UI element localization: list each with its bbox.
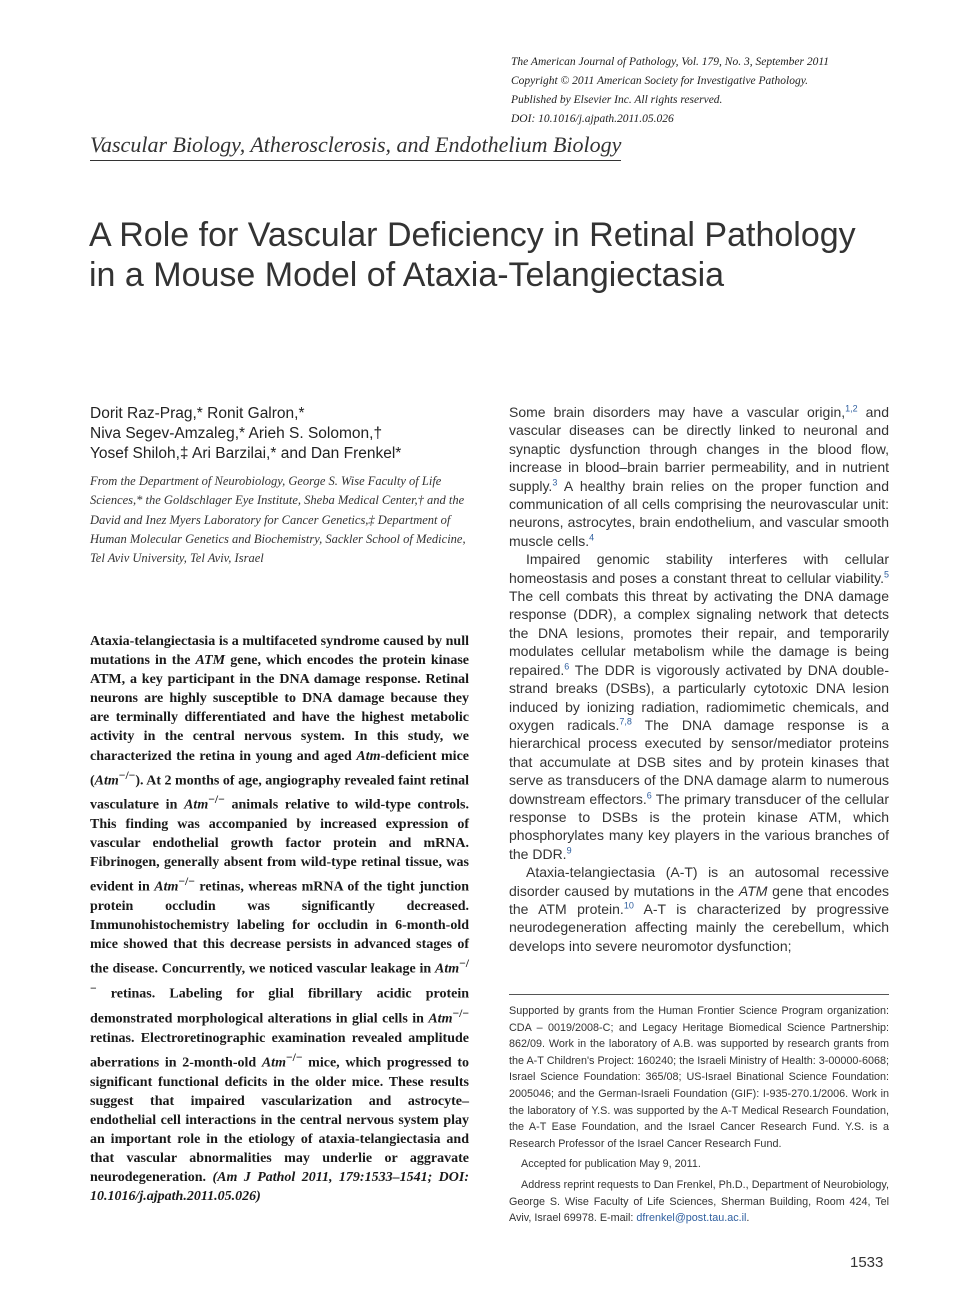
genotype-superscript: −/− (285, 1050, 303, 1064)
abstract (90, 632, 469, 1206)
reference-link[interactable]: 3 (552, 476, 558, 487)
reference-link[interactable]: 6 (646, 789, 652, 800)
page-number: 1533 (850, 1254, 884, 1271)
reprint-text: Address reprint requests to Dan Frenkel, Ph.D., Department of Neurobiology, George S. Wise Faculty of Life Sciences, Sherman Building, Room 424, Tel Aviv, Israel 69978. E-mail: (509, 1178, 889, 1225)
genotype-superscript: −/− (208, 793, 225, 807)
genotype-superscript: −/− (90, 957, 469, 996)
body-paragraph-1 (509, 403, 889, 550)
gene-name: ATM (738, 882, 768, 899)
reprint-note (509, 1177, 889, 1227)
reference-link[interactable]: 9 (566, 845, 572, 856)
abstract-text: -deficient mice ( (90, 748, 469, 789)
footnote-divider (509, 994, 889, 995)
abstract-text: mice, which progressed to significant functional deficits in the older mice. These results suggest that impaired vascularization and astrocyte–endothelial cell interactions in the central nervous system play an important role in the etiology of ataxia-telangiectasia and that vascular abnormalities may underlie or aggravate neurodegeneration. (90, 1055, 469, 1186)
abstract-text: retinas, whereas mRNA of the tight junction protein occludin was significantly decreased. Immunohistochemistry labeling for occludin in 6-month-old mice showed that this decrease persists in advanced stages of the disease. Concurrently, we noticed vascular leakage in (90, 880, 469, 978)
genotype-superscript: −/− (452, 1006, 469, 1020)
body-text-run: The DNA damage response is a hierarchical process executed by sensor/mediator proteins that accumulate at DSB sites and by protein kinases that serve as transducers of the DNA damage alarm to numerous downstream effectors. (509, 716, 889, 807)
reference-link[interactable]: 5 (883, 569, 889, 579)
gene-name: Atm (428, 1011, 453, 1027)
footnotes (509, 1003, 889, 1231)
publisher-line: Published by Elsevier Inc. All rights reserved. (511, 94, 723, 106)
body-text-run: Ataxia-telangiectasia (A-T) is an autosomal recessive disorder caused by mutations in the (509, 864, 889, 899)
abstract-text: Ataxia-telangiectasia is a multifaceted syndrome caused by null mutations in the (90, 634, 469, 669)
body-text-run: The cell combats this threat by activating the DNA damage response (DDR), a complex signaling network that detects the DNA lesions, promotes their repair, and temporarily modulates cellular metabolism while the damage is being repaired. (509, 588, 889, 678)
reference-link[interactable]: 10 (623, 900, 634, 911)
body-text-run: and vascular diseases can be directly linked to neuronal and synaptic dysfunction through changes in the blood flow, increase in blood–brain barrier permeability, and in nutrient supply. (509, 404, 889, 494)
abstract-text: gene, which encodes the protein kinase ATM, a key participant in the DNA damage response. Retinal neurons are highly susceptible to DNA damage because they are terminally differentiated and have the highest metabolic activity in the central nervous system. In this study, we characterized the retina in young and aged (90, 653, 469, 764)
gene-name: ATM (195, 653, 226, 669)
body-paragraph-3 (509, 863, 889, 955)
author-line-2: Niva Segev-Amzaleg,* Arieh S. Solomon,† (90, 425, 383, 442)
gene-name: Atm (434, 962, 460, 978)
author-line-3: Yosef Shiloh,‡ Ari Barzilai,* and Dan Frenkel* (90, 445, 402, 462)
abstract-text: retinas. Labeling for glial fibrillary acidic protein demonstrated morphological alterations in glial cells in (90, 986, 469, 1027)
body-text-run: gene that encodes the ATM protein. (509, 882, 889, 917)
title-line-1: A Role for Vascular Deficiency in Retinal Pathology (89, 216, 856, 254)
body-text-run: A healthy brain relies on the proper function and communication of all cells comprising the neurovascular unit: neurons, astrocytes, brain endothelium, and vascular smooth muscle cells. (509, 477, 889, 549)
body-text-run: Impaired genomic stability interferes with cellular homeostasis and poses a constant threat to cellular viability. (509, 551, 889, 586)
gene-name: Atm (184, 798, 209, 814)
author-list (90, 404, 490, 464)
copyright-line: Copyright © 2011 American Society for Investigative Pathology. (511, 75, 809, 87)
body-text-run: The DDR is vigorously activated by DNA double-strand breaks (DSBs), a particularly cytotoxic DNA lesion induced by ionizing radiation, radiomimetic chemicals, and oxygen radicals. (509, 661, 889, 733)
gene-name: Atm (154, 880, 179, 896)
abstract-text: animals relative to wild-type controls. This finding was accompanied by increased expression of vascular endothelial growth factor protein and mRNA. Fibrinogen, generally absent from wild-type retinal tissue, was evident in (90, 798, 469, 896)
abstract-text: ). At 2 months of age, angiography revealed faint retinal vasculature in (90, 773, 469, 814)
reprint-period: . (746, 1212, 750, 1225)
body-text (509, 403, 889, 955)
journal-citation-line: The American Journal of Pathology, Vol. 179, No. 3, September 2011 (511, 56, 830, 68)
affiliation: From the Department of Neurobiology, George S. Wise Faculty of Life Sciences,* the Goldschlager Eye Institute, Sheba Medical Center,† and the David and Inez Myers Laboratory for Cancer Genetics,‡ Department of Human Molecular Genetics and Biochemistry, Sackler School of Medicine, Tel Aviv University, Tel Aviv, Israel (90, 474, 466, 566)
gene-name: Atm (356, 748, 381, 764)
gene-name: Atm (261, 1055, 286, 1071)
section-heading: Vascular Biology, Atherosclerosis, and Endothelium Biology (90, 132, 621, 161)
abstract-citation: (Am J Pathol 2011, 179:1533–1541; DOI: 10.1016/j.ajpath.2011.05.026) (90, 1170, 470, 1205)
genotype-superscript: −/− (118, 768, 136, 782)
reference-link[interactable]: 6 (564, 661, 570, 672)
accepted-note: Accepted for publication May 9, 2011. (521, 1158, 701, 1171)
body-text-run: Some brain disorders may have a vascular origin, (509, 404, 846, 420)
reference-link[interactable]: 4 (589, 532, 595, 543)
reference-link[interactable]: 7,8 (619, 716, 632, 727)
doi-line: DOI: 10.1016/j.ajpath.2011.05.026 (511, 113, 674, 125)
article-title (89, 215, 909, 295)
reference-link[interactable]: 1,2 (845, 403, 858, 414)
journal-header (511, 53, 931, 129)
author-line-1: Dorit Raz-Prag,* Ronit Galron,* (90, 405, 305, 422)
title-line-2: in a Mouse Model of Ataxia-Telangiectasia (89, 256, 725, 294)
body-text-run: The primary transducer of the cellular response to DSBs is the protein kinase ATM, which phosphorylates many key players in the various branches of the DDR. (509, 790, 889, 862)
abstract-text: retinas. Electroretinographic examination revealed amplitude aberrations in 2-month-old (90, 1030, 469, 1071)
genotype-superscript: −/− (178, 875, 195, 889)
body-text-run: A-T is characterized by progressive neurodegeneration affecting mainly the cerebellum, which develops into severe neuromotor dysfunction; (509, 900, 889, 954)
email-link[interactable]: dfrenkel@post.tau.ac.il (636, 1212, 747, 1225)
gene-name: Atm (94, 773, 119, 789)
funding-note: Supported by grants from the Human Frontier Science Program organization: CDA – 0019/2008-C; and Legacy Heritage Biomedical Science Partnership: 862/09. Work in the laboratory of A.B. was supported by research grants from the A-T Children's Project: 160240; the Israeli Ministry of Health: 3-00000-6068; Israel Science Foundation: 365/08; US-Israel Binational Science Foundation: 2005046; and the German-Israeli Foundation (GIF): I-935-270.1/2006. Work in the laboratory of Y.S. was supported by the A-T Medical Research Foundation, the A-T Ease Foundation, and the Israel Cancer Research Fund. Y.S. is a Research Professor of the Israel Cancer Research Fund. (509, 1005, 889, 1150)
body-paragraph-2 (509, 550, 889, 863)
